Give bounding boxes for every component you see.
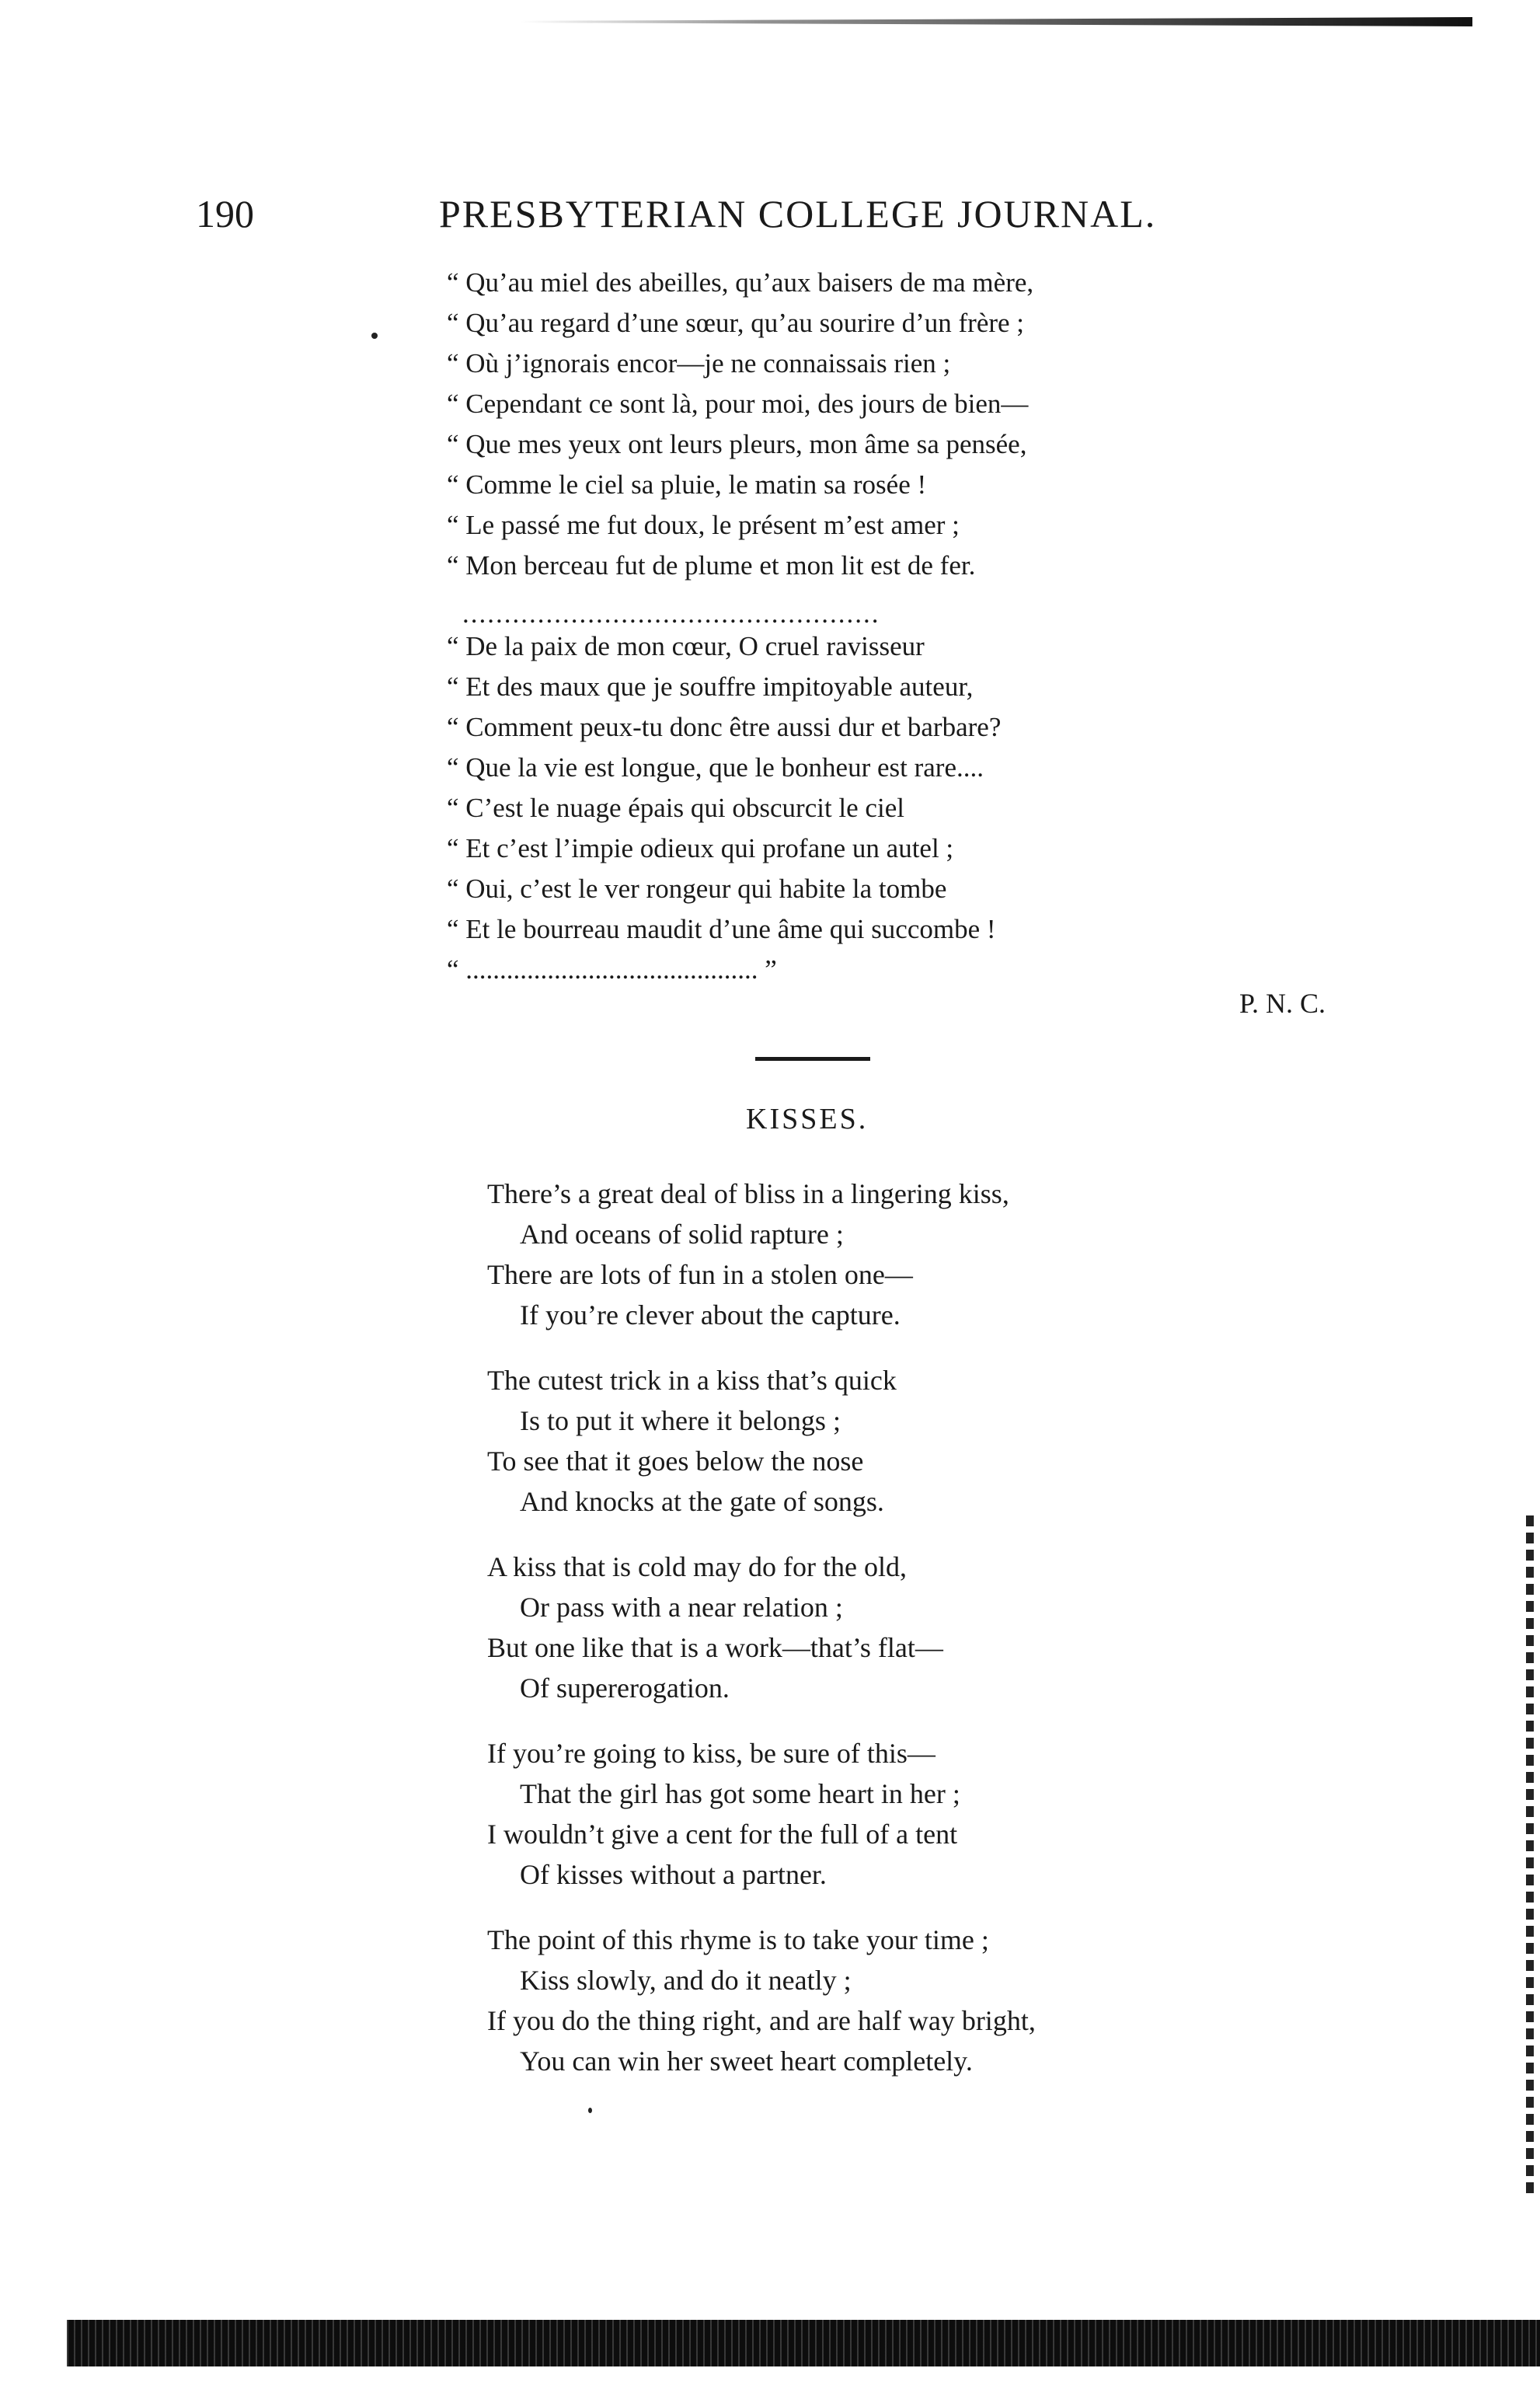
english-poem (487, 1174, 1036, 2106)
verse-line: “ Comme le ciel sa pluie, le matin sa rosée ! (447, 469, 927, 500)
page-number: 190 (196, 192, 254, 235)
poem-title: KISSES. (746, 1103, 869, 1135)
verse-line: “ Que mes yeux ont leurs pleurs, mon âme sa pensée, (447, 429, 1027, 459)
verse-line: The point of this rhyme is to take your time ; (487, 1924, 989, 1955)
verse-line: And oceans of solid rapture ; (520, 1219, 844, 1250)
french-poem (447, 263, 1033, 990)
french-stanza-1 (447, 263, 1033, 586)
scan-artifact-top-rule (521, 17, 1472, 26)
verse-line: “ Qu’au regard d’une sœur, qu’au sourire d’un frère ; (447, 308, 1025, 338)
verse-line: I wouldn’t give a cent for the full of a tent (487, 1819, 958, 1850)
separator-dots: .................................................. (462, 598, 880, 629)
author-signature: P. N. C. (1239, 988, 1326, 1019)
scan-speck (588, 2108, 592, 2113)
verse-line: “ Cependant ce sont là, pour moi, des jours de bien— (447, 389, 1029, 419)
verse-line: “ Le passé me fut doux, le présent m’est amer ; (447, 510, 960, 540)
verse-line: “ C’est le nuage épais qui obscurcit le ciel (447, 793, 904, 823)
english-stanza-5 (487, 1920, 1036, 2081)
scan-artifact-right-edge (1526, 1515, 1534, 2199)
verse-line: If you’re clever about the capture. (520, 1299, 901, 1331)
closing-line: “ ........................................... ” (447, 954, 777, 985)
verse-line: And knocks at the gate of songs. (520, 1486, 884, 1517)
verse-line: “ De la paix de mon cœur, O cruel ravisseur (447, 631, 925, 661)
verse-line: “ Que la vie est longue, que le bonheur est rare.... (447, 752, 984, 783)
verse-line: “ Et c’est l’impie odieux qui profane un autel ; (447, 833, 954, 863)
section-divider (755, 1057, 870, 1061)
verse-line: “ Comment peux-tu donc être aussi dur et barbare? (447, 712, 1002, 742)
verse-line: A kiss that is cold may do for the old, (487, 1551, 907, 1582)
english-stanza-1 (487, 1174, 1036, 1335)
verse-line: “ Mon berceau fut de plume et mon lit est de fer. (447, 550, 976, 581)
french-stanza-2 (447, 626, 1033, 990)
verse-line: “ Qu’au miel des abeilles, qu’aux baisers de ma mère, (447, 267, 1034, 298)
verse-line: Of kisses without a partner. (520, 1859, 827, 1890)
english-stanza-3 (487, 1547, 1036, 1708)
verse-line: You can win her sweet heart completely. (520, 2046, 973, 2077)
verse-line: The cutest trick in a kiss that’s quick (487, 1365, 897, 1396)
journal-title: PRESBYTERIAN COLLEGE JOURNAL. (439, 192, 1157, 235)
verse-line: There are lots of fun in a stolen one— (487, 1259, 913, 1290)
verse-line: “ Et le bourreau maudit d’une âme qui succombe ! (447, 914, 996, 944)
english-stanza-2 (487, 1360, 1036, 1522)
verse-line: But one like that is a work—that’s flat— (487, 1632, 943, 1663)
verse-line: “ Où j’ignorais encor—je ne connaissais rien ; (447, 348, 951, 378)
verse-line: Kiss slowly, and do it neatly ; (520, 1965, 852, 1996)
verse-line: “ Oui, c’est le ver rongeur qui habite la tombe (447, 874, 947, 904)
scan-artifact-bottom-bar (67, 2320, 1540, 2366)
scan-speck (371, 333, 378, 339)
verse-line: That the girl has got some heart in her ; (520, 1778, 960, 1809)
verse-line: To see that it goes below the nose (487, 1446, 864, 1477)
verse-line: “ Et des maux que je souffre impitoyable auteur, (447, 671, 974, 702)
verse-line: If you’re going to kiss, be sure of this— (487, 1738, 935, 1769)
verse-line: There’s a great deal of bliss in a lingering kiss, (487, 1178, 1009, 1209)
verse-line: Is to put it where it belongs ; (520, 1405, 841, 1436)
english-stanza-4 (487, 1733, 1036, 1895)
verse-line: If you do the thing right, and are half way bright, (487, 2005, 1036, 2036)
verse-line: Of supererogation. (520, 1672, 730, 1704)
verse-line: Or pass with a near relation ; (520, 1592, 843, 1623)
stanza-separator (447, 586, 1033, 629)
